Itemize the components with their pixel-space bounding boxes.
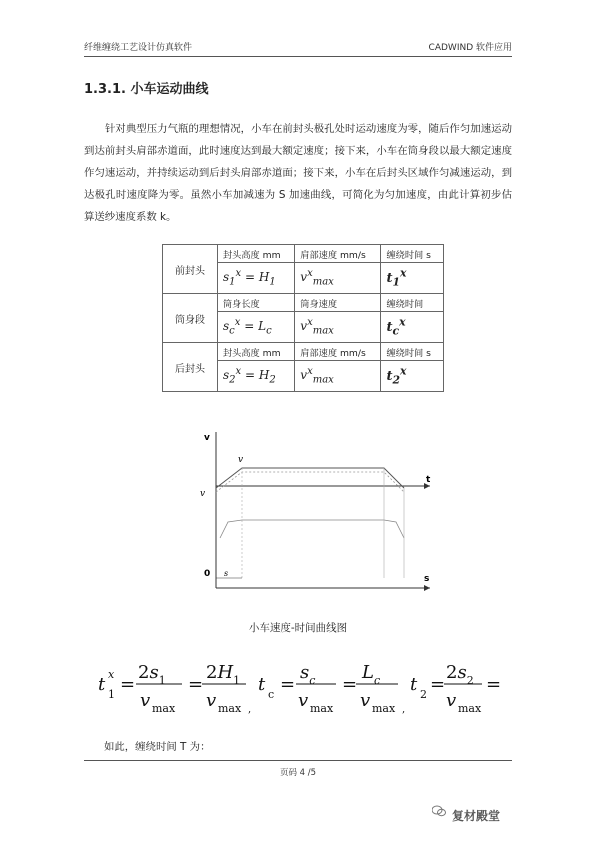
svg-text:2H1: $2H_1$ (206, 662, 241, 687)
table-header-cell: 筒身速度 (295, 294, 381, 312)
svg-text:max: max (372, 702, 396, 715)
svg-text:max: max (152, 702, 176, 715)
formula-cell: $t_2^x$ (381, 361, 444, 392)
svg-text:v: v (140, 690, 151, 711)
svg-text:=: = (280, 674, 296, 695)
vmax-label: v (238, 455, 244, 465)
svg-text:,: , (248, 704, 252, 715)
svg-text:v: v (298, 690, 309, 711)
svg-text:v: v (446, 690, 457, 711)
velocity-time-figure (198, 428, 438, 598)
svg-text:max: max (310, 702, 334, 715)
table-header-cell: 肩部速度 mm/s (295, 245, 381, 263)
section-title: 1.3.1. 小车运动曲线 (84, 82, 209, 97)
wechat-icon (432, 805, 446, 817)
svg-text:v: v (206, 690, 217, 711)
watermark-text: 复材殿堂 (452, 809, 501, 823)
axis-v-label: v (204, 433, 210, 443)
svg-text:=: = (188, 674, 204, 695)
velocity-curve-dashed (216, 472, 404, 492)
svg-text:Lc: $L_c$ (362, 662, 381, 687)
svg-text:=: = (486, 674, 502, 695)
axis-t-label: t (426, 475, 431, 485)
svg-text:sc: $s_c$ (300, 662, 316, 687)
parameter-table (162, 244, 444, 392)
axis-s-label: s (424, 574, 430, 584)
svg-text:c: c (268, 688, 275, 701)
svg-text:=: = (430, 674, 446, 695)
footer-rule (84, 760, 512, 761)
table-header-cell: 肩部速度 mm/s (295, 343, 381, 361)
header-rule (84, 56, 512, 57)
svg-text:=: = (342, 674, 358, 695)
formula-cell: $t_c^x$ (381, 312, 444, 343)
header-right: CADWIND 软件应用 (428, 43, 512, 53)
sx-label: s (224, 569, 229, 578)
svg-text:t: t (410, 674, 418, 695)
table-header-cell: 缠绕时间 (381, 294, 444, 312)
svg-text:max: max (218, 702, 242, 715)
svg-text:max: max (458, 702, 482, 715)
formula-cell: $v^x_{max}$ (295, 361, 381, 392)
formula-cell: $s_c^x = L_c$ (218, 312, 295, 343)
svg-text:t: t (98, 674, 106, 695)
table-header-cell: 缠绕时间 s (381, 343, 444, 361)
svg-text:x: x (108, 668, 115, 681)
table-header-cell: 封头高度 mm (218, 343, 295, 361)
s-axis-arrow (424, 585, 430, 591)
formula-cell: $v^x_{max}$ (295, 312, 381, 343)
origin-label: 0 (204, 569, 211, 579)
body-paragraph: 针对典型压力气瓶的理想情况，小车在前封头极孔处时运动速度为零，随后作匀加速运动到达前封头肩部赤道面，此时速度达到最大额定速度；接下来，小车在筒身段以最大额定速度作匀速运动，并持续运动到后封头肩部赤道面；接下来，小车在后封头区域作匀减速运动，到达极孔时速度降为零。虽然小车加减速为 S 加速曲线，可简化为匀加速度，由此计算初步估算送纱速度系数 k。 (84, 123, 512, 223)
figure-caption: 小车速度-时间曲线图 (248, 622, 348, 634)
lower-curve (220, 520, 404, 538)
time-equations (98, 650, 518, 720)
header-left: 纤维缠绕工艺设计仿真软件 (84, 43, 193, 53)
formula-cell: $s_2^x = H_2$ (218, 361, 295, 392)
svg-text:,: , (402, 704, 406, 715)
group-label: 筒身段 (163, 294, 218, 343)
v0-label: v (200, 489, 206, 499)
formula-cell: $t_1^x$ (381, 263, 444, 294)
page-footer: 页码 4 /5 (279, 768, 317, 778)
table-header-cell: 封头高度 mm (218, 245, 295, 263)
group-label: 前封头 (163, 245, 218, 294)
svg-text:2s1: $2s_1$ (138, 662, 166, 687)
svg-text:v: v (360, 690, 371, 711)
after-text: 如此，缠绕时间 T 为： (104, 741, 211, 753)
formula-cell: $v^x_{max}$ (295, 263, 381, 294)
svg-text:2s2: $2s_2$ (446, 662, 474, 687)
table-header-cell: 筒身长度 (218, 294, 295, 312)
formula-cell: $s_1^x = H_1$ (218, 263, 295, 294)
table-header-cell: 缠绕时间 s (381, 245, 444, 263)
velocity-curve (216, 468, 404, 488)
group-label: 后封头 (163, 343, 218, 392)
svg-text:1: 1 (108, 688, 115, 701)
svg-text:=: = (120, 674, 136, 695)
svg-text:2: 2 (420, 688, 427, 701)
svg-text:t: t (258, 674, 266, 695)
